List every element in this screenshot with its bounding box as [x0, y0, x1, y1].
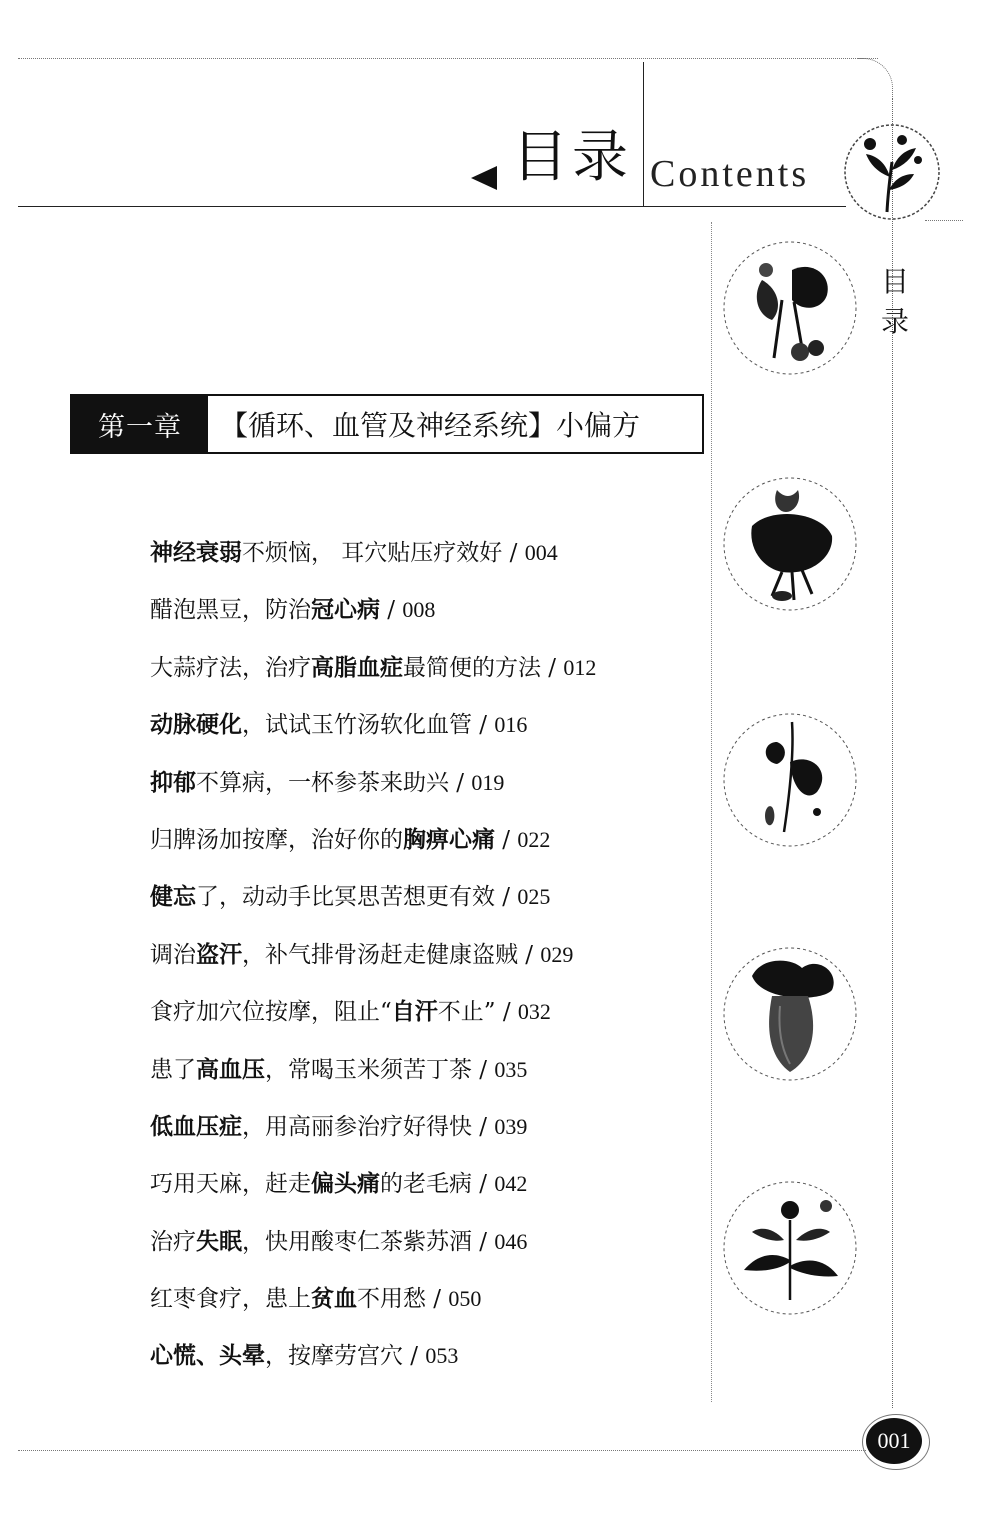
toc-entry-page: 019: [471, 769, 505, 795]
toc-entry-text: 不算病，一杯参茶来助兴 /: [196, 769, 472, 796]
toc-entry-text: ，用高丽参治疗好得快 /: [242, 1113, 495, 1140]
toc-entry-text: /: [495, 826, 518, 853]
toc-entry-text: 最简便的方法 /: [403, 654, 564, 681]
toc-entry-page: 032: [517, 999, 551, 1025]
toc-entry-text: 大蒜疗法，治疗: [150, 654, 311, 681]
toc-entry-text: 食疗加穴位按摩，阻止“: [150, 999, 392, 1026]
toc-entry-text: ，快用酸枣仁茶紫苏酒 /: [242, 1228, 495, 1255]
toc-entry-keyword: 胸痹心痛: [403, 826, 495, 853]
toc-entry-keyword: 低血压症: [150, 1113, 242, 1140]
toc-entry-text: 红枣食疗，患上: [150, 1286, 311, 1313]
toc-entry-keyword: 神经衰弱: [150, 540, 242, 566]
toc-entry[interactable]: [150, 530, 710, 587]
illustration-column-line: [711, 222, 712, 1402]
side-section-label: 目录: [880, 265, 909, 338]
lotus-icon: [722, 476, 858, 612]
toc-entry-page: 008: [402, 597, 436, 623]
toc-entry-text: 不烦恼， 耳穴贴压疗效好 /: [242, 540, 525, 566]
toc-entry-text: 巧用天麻，赶走: [150, 1171, 311, 1198]
toc-entry[interactable]: [150, 874, 710, 931]
toc-entry[interactable]: [150, 989, 710, 1046]
toc-entry-keyword: 自汗: [391, 999, 438, 1026]
toc-entry-page: 053: [425, 1343, 459, 1369]
page-title: 目录: [512, 125, 632, 190]
toc-entry-page: 042: [494, 1171, 528, 1197]
toc-entry-text: 患了: [150, 1056, 196, 1083]
toc-entry-text: 不止” /: [437, 999, 518, 1026]
toc-entry-text: 的老毛病 /: [380, 1171, 495, 1198]
toc-list: [150, 530, 710, 1391]
toc-entry-keyword: 冠心病: [311, 597, 380, 624]
chapter-heading: [70, 394, 704, 454]
toc-entry-keyword: 动脉硬化: [150, 712, 242, 739]
toc-entry[interactable]: [150, 587, 710, 644]
toc-entry[interactable]: [150, 1161, 710, 1218]
toc-entry-keyword: 健忘: [150, 884, 196, 911]
toc-entry-text: 不用愁 /: [357, 1286, 449, 1313]
toc-entry[interactable]: [150, 1219, 710, 1276]
toc-entry-page: 046: [494, 1228, 528, 1254]
toc-entry-text: 治疗: [150, 1228, 196, 1255]
toc-entry-page: 050: [448, 1286, 482, 1312]
chapter-title: 【循环、血管及神经系统】小偏方: [220, 409, 641, 442]
toc-entry-page: 012: [563, 654, 597, 680]
vine-leaf-icon: [722, 712, 858, 848]
top-border: [18, 58, 878, 59]
header-divider: [643, 62, 644, 206]
toc-entry-page: 029: [540, 941, 574, 967]
toc-entry[interactable]: [150, 932, 710, 989]
toc-entry-text: 归脾汤加按摩，治好你的: [150, 826, 403, 853]
bottom-border: [18, 1450, 866, 1451]
toc-entry-page: 035: [494, 1056, 528, 1082]
toc-entry-text: ，常喝玉米须苦丁茶 /: [265, 1056, 495, 1083]
radish-icon: [722, 946, 858, 1082]
toc-entry[interactable]: [150, 1333, 710, 1390]
header-rule: [18, 206, 846, 207]
toc-entry-keyword: 失眠: [196, 1228, 242, 1255]
chapter-number: 第一章: [72, 396, 208, 452]
toc-entry-keyword: 偏头痛: [311, 1171, 380, 1198]
toc-entry-text: ，按摩劳宫穴 /: [265, 1343, 426, 1370]
toc-entry-keyword: 高脂血症: [311, 654, 403, 681]
top-corner-curve: [858, 58, 893, 99]
toc-entry[interactable]: [150, 817, 710, 874]
toc-entry-page: 025: [517, 884, 551, 910]
toc-entry[interactable]: [150, 645, 710, 702]
herb-sprig-icon: [842, 122, 942, 222]
left-arrow-icon: [471, 166, 497, 190]
berry-plant-icon: [722, 240, 858, 376]
page-number: 001: [866, 1418, 922, 1464]
toc-entry-text: 调治: [150, 941, 196, 968]
toc-entry-page: 004: [524, 540, 558, 565]
toc-entry-page: 039: [494, 1113, 528, 1139]
toc-entry[interactable]: [150, 760, 710, 817]
toc-entry-text: ，补气排骨汤赶走健康盗贼 /: [242, 941, 541, 968]
toc-entry-keyword: 抑郁: [150, 769, 196, 796]
toc-entry-text: ，试试玉竹汤软化血管 /: [242, 712, 495, 739]
toc-entry-text: /: [380, 597, 403, 624]
page-title-english: Contents: [650, 153, 810, 195]
toc-entry-keyword: 贫血: [311, 1286, 357, 1313]
toc-entry-keyword: 盗汗: [196, 941, 242, 968]
toc-entry-text: 醋泡黑豆，防治: [150, 597, 311, 624]
toc-entry[interactable]: [150, 702, 710, 759]
toc-entry-page: 016: [494, 712, 528, 738]
toc-entry[interactable]: [150, 1047, 710, 1104]
toc-entry[interactable]: [150, 1104, 710, 1161]
dandelion-icon: [722, 1180, 858, 1316]
toc-entry-page: 022: [517, 826, 551, 852]
toc-entry-keyword: 心慌、头晕: [150, 1343, 265, 1370]
toc-entry-keyword: 高血压: [196, 1056, 265, 1083]
toc-entry[interactable]: [150, 1276, 710, 1333]
toc-entry-text: 了，动动手比冥思苦想更有效 /: [196, 884, 518, 911]
